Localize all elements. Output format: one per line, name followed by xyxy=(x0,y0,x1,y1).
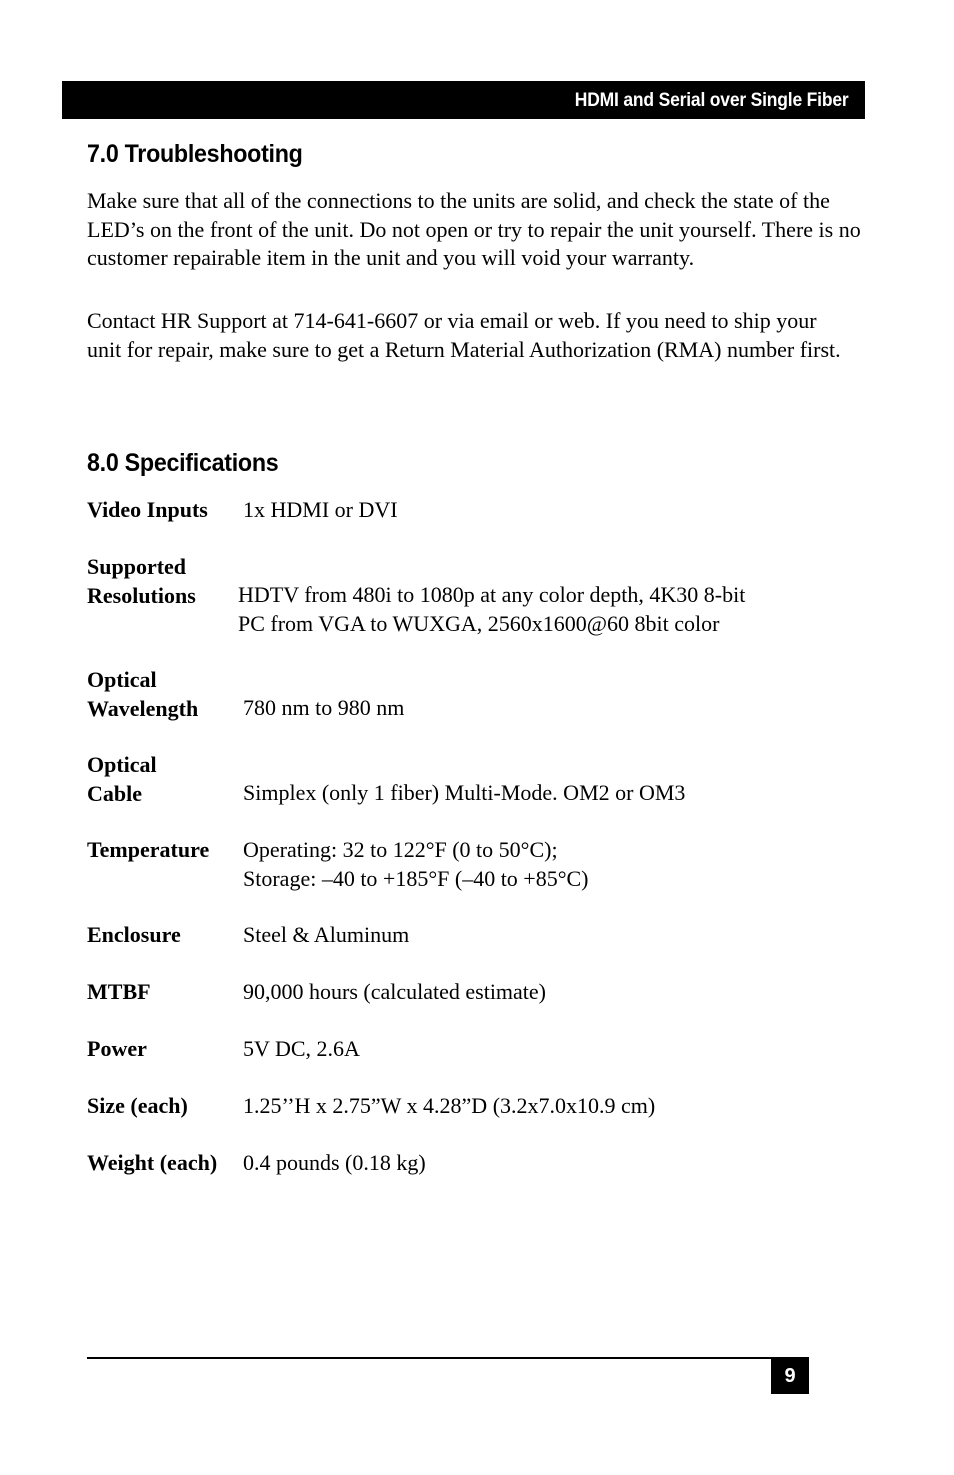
spec-label-weight: Weight (each) xyxy=(87,1150,218,1175)
spec-label-video-inputs: Video Inputs xyxy=(87,497,208,522)
spec-label-optical-cable: Optical Cable xyxy=(87,752,157,806)
spec-value-video-inputs: 1x HDMI or DVI xyxy=(243,497,398,522)
spec-value-enclosure: Steel & Aluminum xyxy=(243,922,410,947)
spec-label-enclosure: Enclosure xyxy=(87,922,181,947)
header-bar xyxy=(62,81,865,119)
spec-label-power: Power xyxy=(87,1036,147,1061)
spec-label-size: Size (each) xyxy=(87,1093,188,1118)
spec-label-supported-resolutions: Supported Resolutions xyxy=(87,554,196,608)
troubleshooting-paragraph: Make sure that all of the connections to the units are solid, and check the state of the LED’s on the front of the unit. Do not open or try to repair the unit yourself. There is no customer repairable item in the unit and you will void your warranty. xyxy=(87,188,861,270)
spec-value-optical-cable: Simplex (only 1 fiber) Multi-Mode. OM2 or OM3 xyxy=(243,780,686,805)
page-number: 9 xyxy=(771,1357,809,1394)
spec-value-power: 5V DC, 2.6A xyxy=(243,1036,360,1061)
spec-label-mtbf: MTBF xyxy=(87,979,151,1004)
spec-value-supported-resolutions: HDTV from 480i to 1080p at any color depth, 4K30 8-bit PC from VGA to WUXGA, 2560x1600@60 8bit color xyxy=(238,582,746,636)
spec-label-temperature: Temperature xyxy=(87,837,210,862)
spec-value-weight: 0.4 pounds (0.18 kg) xyxy=(243,1150,426,1175)
spec-value-optical-wavelength: 780 nm to 980 nm xyxy=(243,695,405,720)
document-title: HDMI and Serial over Single Fiber xyxy=(574,90,848,111)
specifications-heading: 8.0 Specifications xyxy=(87,449,279,477)
footer-rule xyxy=(87,1357,809,1359)
spec-value-temperature: Operating: 32 to 122°F (0 to 50°C); Storage: –40 to +185°F (–40 to +85°C) xyxy=(243,837,589,891)
troubleshooting-heading: 7.0 Troubleshooting xyxy=(87,140,303,168)
support-contact-paragraph: Contact HR Support at 714-641-6607 or via email or web. If you need to ship your unit for repair, make sure to get a Return Material Authorization (RMA) number first. xyxy=(87,308,841,362)
spec-value-size: 1.25’’H x 2.75”W x 4.28”D (3.2x7.0x10.9 cm) xyxy=(243,1093,656,1118)
spec-value-mtbf: 90,000 hours (calculated estimate) xyxy=(243,979,547,1004)
spec-label-optical-wavelength: Optical Wavelength xyxy=(87,667,199,721)
